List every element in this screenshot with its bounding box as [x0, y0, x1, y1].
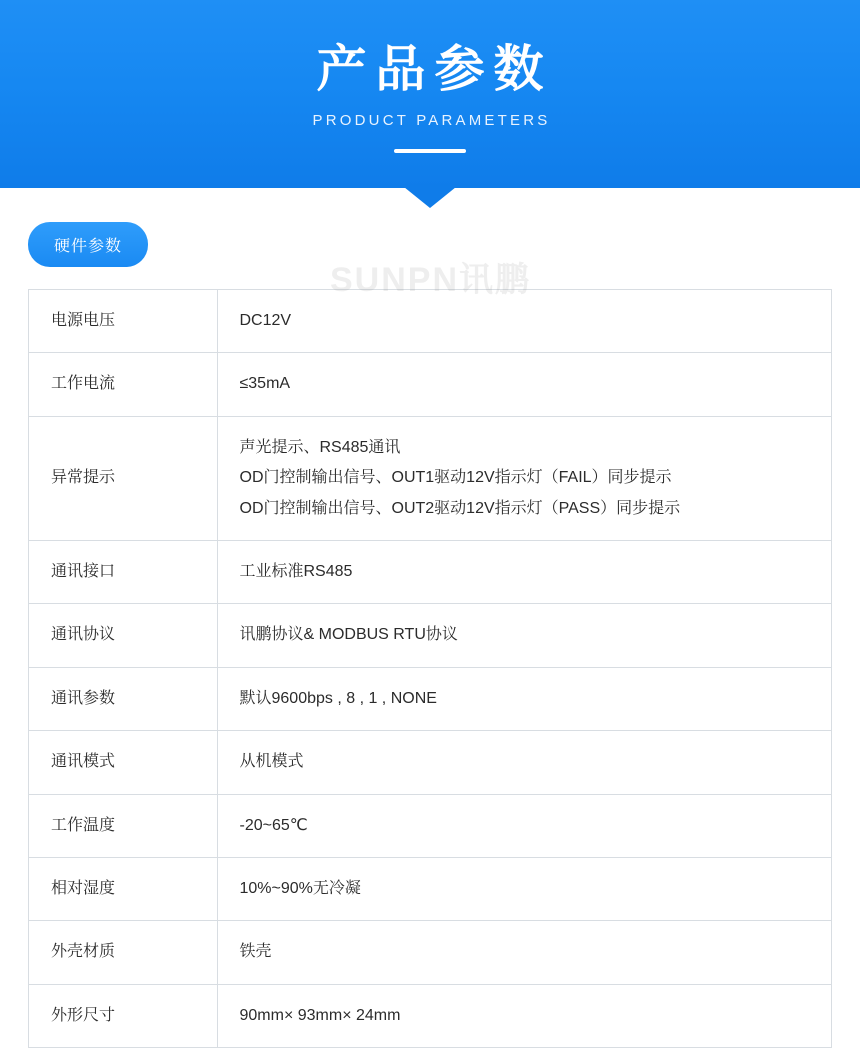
param-value: [217, 416, 831, 540]
param-label: 电源电压: [29, 290, 217, 353]
watermark: SUNPN讯鹏: [330, 261, 532, 299]
param-label: 通讯参数: [29, 667, 217, 730]
param-label: 外壳材质: [29, 921, 217, 984]
page-title: 产品参数: [316, 40, 553, 97]
banner-arrow-icon: [404, 187, 456, 208]
parameters-table: [29, 290, 831, 1048]
param-label: 工作电流: [29, 353, 217, 416]
table-row: [29, 857, 831, 920]
param-value: 90mm× 93mm× 24mm: [217, 984, 831, 1047]
param-label: 相对湿度: [29, 857, 217, 920]
param-label: 通讯协议: [29, 604, 217, 667]
title-underline: [394, 149, 466, 153]
table-row: [29, 794, 831, 857]
param-value: 10%~90%无冷凝: [217, 857, 831, 920]
table-row: [29, 921, 831, 984]
table-row: [29, 984, 831, 1047]
table-row: [29, 540, 831, 603]
page-subtitle: PRODUCT PARAMETERS: [312, 112, 551, 130]
param-label: 外形尺寸: [29, 984, 217, 1047]
parameters-table-wrapper: [28, 289, 832, 1048]
header-banner: [0, 0, 860, 188]
param-value: 默认9600bps , 8 , 1 , NONE: [217, 667, 831, 730]
param-value: DC12V: [217, 290, 831, 353]
table-row: [29, 667, 831, 730]
section-pill-hardware-params: 硬件参数: [28, 222, 148, 267]
param-label: 工作温度: [29, 794, 217, 857]
param-value: 从机模式: [217, 731, 831, 794]
table-row: [29, 416, 831, 540]
table-row: [29, 731, 831, 794]
param-label: 通讯接口: [29, 540, 217, 603]
param-value-line: OD门控制输出信号、OUT2驱动12V指示灯（PASS）同步提示: [239, 499, 681, 517]
table-row: [29, 353, 831, 416]
param-value: 讯鹏协议& MODBUS RTU协议: [217, 604, 831, 667]
param-value: 铁壳: [217, 921, 831, 984]
param-label: 异常提示: [29, 416, 217, 540]
param-label: 通讯模式: [29, 731, 217, 794]
param-value-line: 声光提示、RS485通讯: [239, 438, 401, 456]
table-row: [29, 290, 831, 353]
param-value: 工业标准RS485: [217, 540, 831, 603]
param-value: -20~65℃: [217, 794, 831, 857]
param-value: ≤35mA: [217, 353, 831, 416]
param-value-line: OD门控制输出信号、OUT1驱动12V指示灯（FAIL）同步提示: [239, 469, 672, 487]
table-row: [29, 604, 831, 667]
